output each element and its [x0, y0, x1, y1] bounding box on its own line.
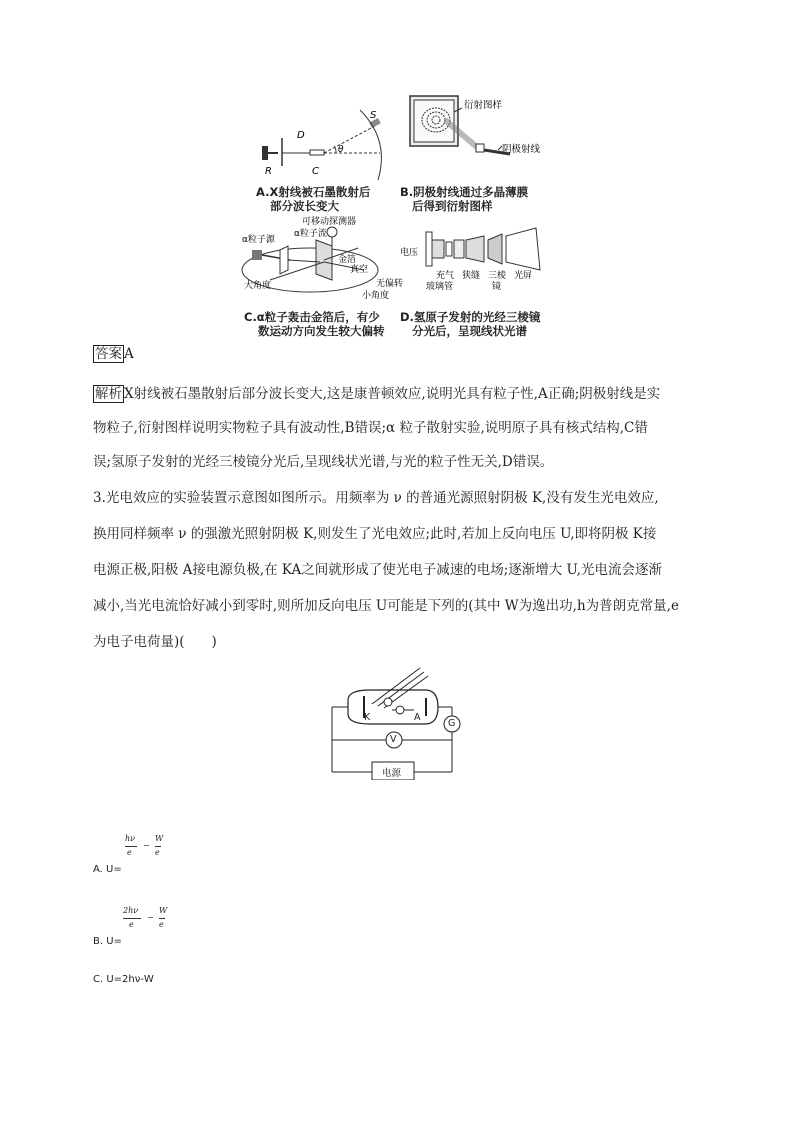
option-b-minus: −: [147, 913, 154, 922]
panel-a-caption-line2: 部分波长变大: [270, 199, 339, 213]
panel-c-caption-line1: C.α粒子轰击金箔后，有少: [244, 310, 380, 324]
panel-b-caption: [400, 185, 528, 213]
analysis-line2: 物粒子,衍射图样说明实物粒子具有波动性,B错误;α 粒子散射实验,说明原子具有核式结构,C错: [93, 420, 648, 436]
option-b-den2: e: [159, 920, 164, 929]
panel-c-label-foil: 金箔: [338, 255, 357, 265]
panel-a-caption: [256, 185, 370, 213]
question-line1: 3.光电效应的实验装置示意图如图所示。用频率为 ν 的普通光源照射阴极 K,没有发生光电效应,: [93, 490, 659, 506]
option-b-num2: W: [159, 906, 168, 915]
panel-c-label-large: 大角度: [244, 281, 272, 291]
power-source-label: 电源: [382, 768, 402, 779]
circuit-label-a: A: [414, 712, 421, 723]
option-a: [93, 834, 213, 880]
panel-d-caption-line2: 分光后，呈现线状光谱: [412, 324, 527, 338]
option-a-prefix: A. U=: [93, 864, 122, 875]
option-a-fracbar1: [125, 846, 137, 847]
answer-tag: 答案: [95, 346, 122, 362]
panel-c-caption-line2: 数运动方向发生较大偏转: [258, 324, 385, 338]
analysis-text1: X射线被石墨散射后部分波长变大,这是康普顿效应,说明光具有粒子性,A正确;阴极射线是实: [124, 386, 661, 402]
panel-d-caption-line1: D.氢原子发射的光经三棱镜: [400, 310, 541, 324]
panel-d-label-gas1: 充气: [436, 271, 455, 281]
option-a-minus: −: [143, 841, 150, 850]
option-b-fracbar2: [159, 918, 165, 919]
panel-c-label-source: α粒子源: [242, 235, 275, 245]
panel-c-label-flow: α粒子流: [294, 229, 327, 239]
panel-a-label-theta: θ: [338, 145, 344, 155]
panel-b-caption-line2: 后得到衍射图样: [412, 199, 493, 213]
panel-c-label-nodeflect: 无偏转: [376, 279, 404, 289]
panel-b-label-pattern: 衍射图样: [464, 100, 503, 111]
answer-value: A: [124, 346, 134, 362]
question-line3: 电源正极,阳极 A接电源负极,在 KA之间就形成了使光电子减速的电场;逐渐增大 U,光电流会逐渐: [93, 562, 662, 578]
option-a-num2: W: [155, 834, 164, 843]
panel-b-label-ray: 阴极射线: [502, 144, 541, 155]
galvanometer-label: G: [448, 718, 456, 729]
figure-photoelectric-circuit: [330, 660, 470, 780]
analysis-tag: 解析: [95, 386, 122, 402]
panel-d-label-prism2: 镜: [492, 282, 502, 292]
option-b: [93, 906, 213, 952]
panel-d-label-voltage: 电压: [400, 248, 419, 258]
option-b-fracbar1: [123, 918, 141, 919]
option-c: C. U=2hν-W: [93, 974, 154, 985]
panel-d-diagram: [426, 228, 540, 270]
panel-a-label-s: S: [370, 110, 377, 121]
panel-d-caption: [400, 310, 540, 338]
question-line4: 减小,当光电流恰好减小到零时,则所加反向电压 U可能是下列的(其中 W为逸出功,h为普朗克常量,e: [93, 598, 679, 614]
panel-d-label-slit: 狭缝: [462, 271, 481, 281]
option-a-den1: e: [127, 848, 132, 857]
panel-a-label-c: C: [312, 166, 319, 177]
question-line5: 为电子电荷量)( ): [93, 634, 217, 650]
panel-d-label-gas2: 玻璃管: [426, 282, 454, 292]
panel-b-caption-line1: B.阴极射线通过多晶薄膜: [400, 185, 529, 199]
figure-panels-svg: [240, 90, 560, 340]
option-a-num1: hν: [125, 834, 136, 843]
option-b-prefix: B. U=: [93, 936, 122, 947]
panel-c-label-vacuum: 真空: [350, 265, 369, 275]
answer-line: [93, 338, 703, 370]
panel-d-label-prism1: 三棱: [488, 271, 507, 281]
circuit-label-k: K: [364, 712, 371, 723]
analysis-line1: [93, 378, 703, 410]
figure-physics-experiments: [240, 90, 560, 340]
panel-a-caption-line1: A.X射线被石墨散射后: [256, 185, 371, 199]
analysis-block: [93, 378, 703, 478]
panel-c-caption: [244, 310, 385, 338]
panel-c-label-small: 小角度: [362, 291, 390, 301]
question-3: [93, 482, 703, 658]
panel-c-label-detector: 可移动探测器: [302, 217, 357, 227]
analysis-line3: 误;氢原子发射的光经三棱镜分光后,呈现线状光谱,与光的粒子性无关,D错误。: [93, 454, 554, 470]
option-b-den1: e: [129, 920, 134, 929]
option-a-fracbar2: [155, 846, 161, 847]
panel-a-label-r: R: [265, 166, 272, 177]
panel-a-diagram: [262, 110, 381, 180]
option-b-num1: 2hν: [123, 906, 139, 915]
voltmeter-label: V: [390, 734, 397, 745]
question-line2: 换用同样频率 ν 的强激光照射阴极 K,则发生了光电效应;此时,若加上反向电压 U,即将阴极 K接: [93, 526, 657, 542]
panel-a-label-d: D: [297, 130, 305, 141]
panel-d-label-screen: 光屏: [514, 271, 533, 281]
option-a-den2: e: [155, 848, 160, 857]
